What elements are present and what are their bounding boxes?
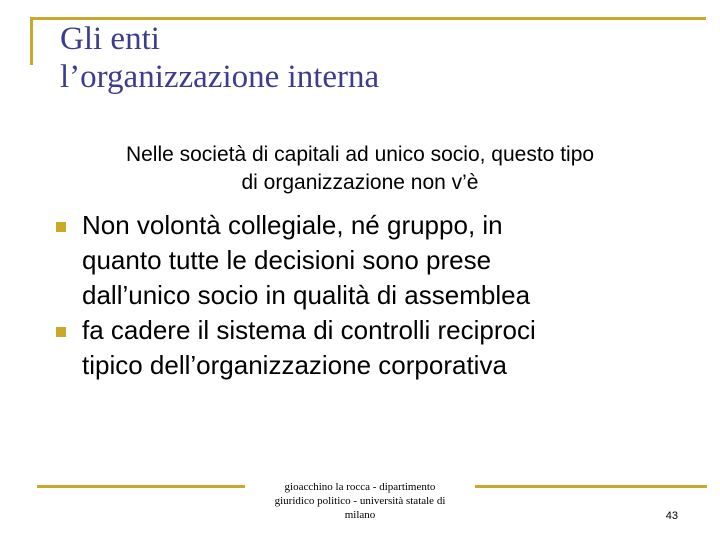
page-number: 43 (665, 510, 678, 522)
footer-line-1: gioacchino la rocca - dipartimento (284, 481, 436, 493)
bullet-1-line-1: Non volontà collegiale, né gruppo, in (82, 210, 503, 240)
intro-paragraph (40, 141, 680, 197)
square-bullet-icon (56, 327, 66, 337)
bullet-2-line-1: fa cadere il sistema di controlli reciproci (82, 315, 536, 345)
title-line-1: Gli enti (60, 21, 160, 57)
footer-author (245, 480, 475, 522)
intro-line-1: Nelle società di capitali ad unico socio, questo tipo (125, 143, 595, 166)
bullet-item-1 (56, 208, 676, 313)
title-line-2: l’organizzazione interna (60, 59, 380, 95)
bullet-list (56, 208, 676, 383)
bullet-2-line-2: tipico dell’organizzazione corporativa (82, 350, 507, 380)
footer-line-2: giuridico politico - università statale di (274, 495, 446, 507)
intro-line-2: di organizzazione non v’è (241, 171, 479, 194)
bullet-1-line-3: dall’unico socio in qualità di assemblea (82, 280, 531, 310)
slide-title (60, 20, 379, 96)
bullet-1-line-2: quanto tutte le decisioni sono prese (82, 245, 492, 275)
bullet-item-2 (56, 313, 676, 383)
footer-line-3: milano (344, 509, 376, 521)
square-bullet-icon (56, 222, 66, 232)
title-frame-left-border (30, 17, 33, 65)
